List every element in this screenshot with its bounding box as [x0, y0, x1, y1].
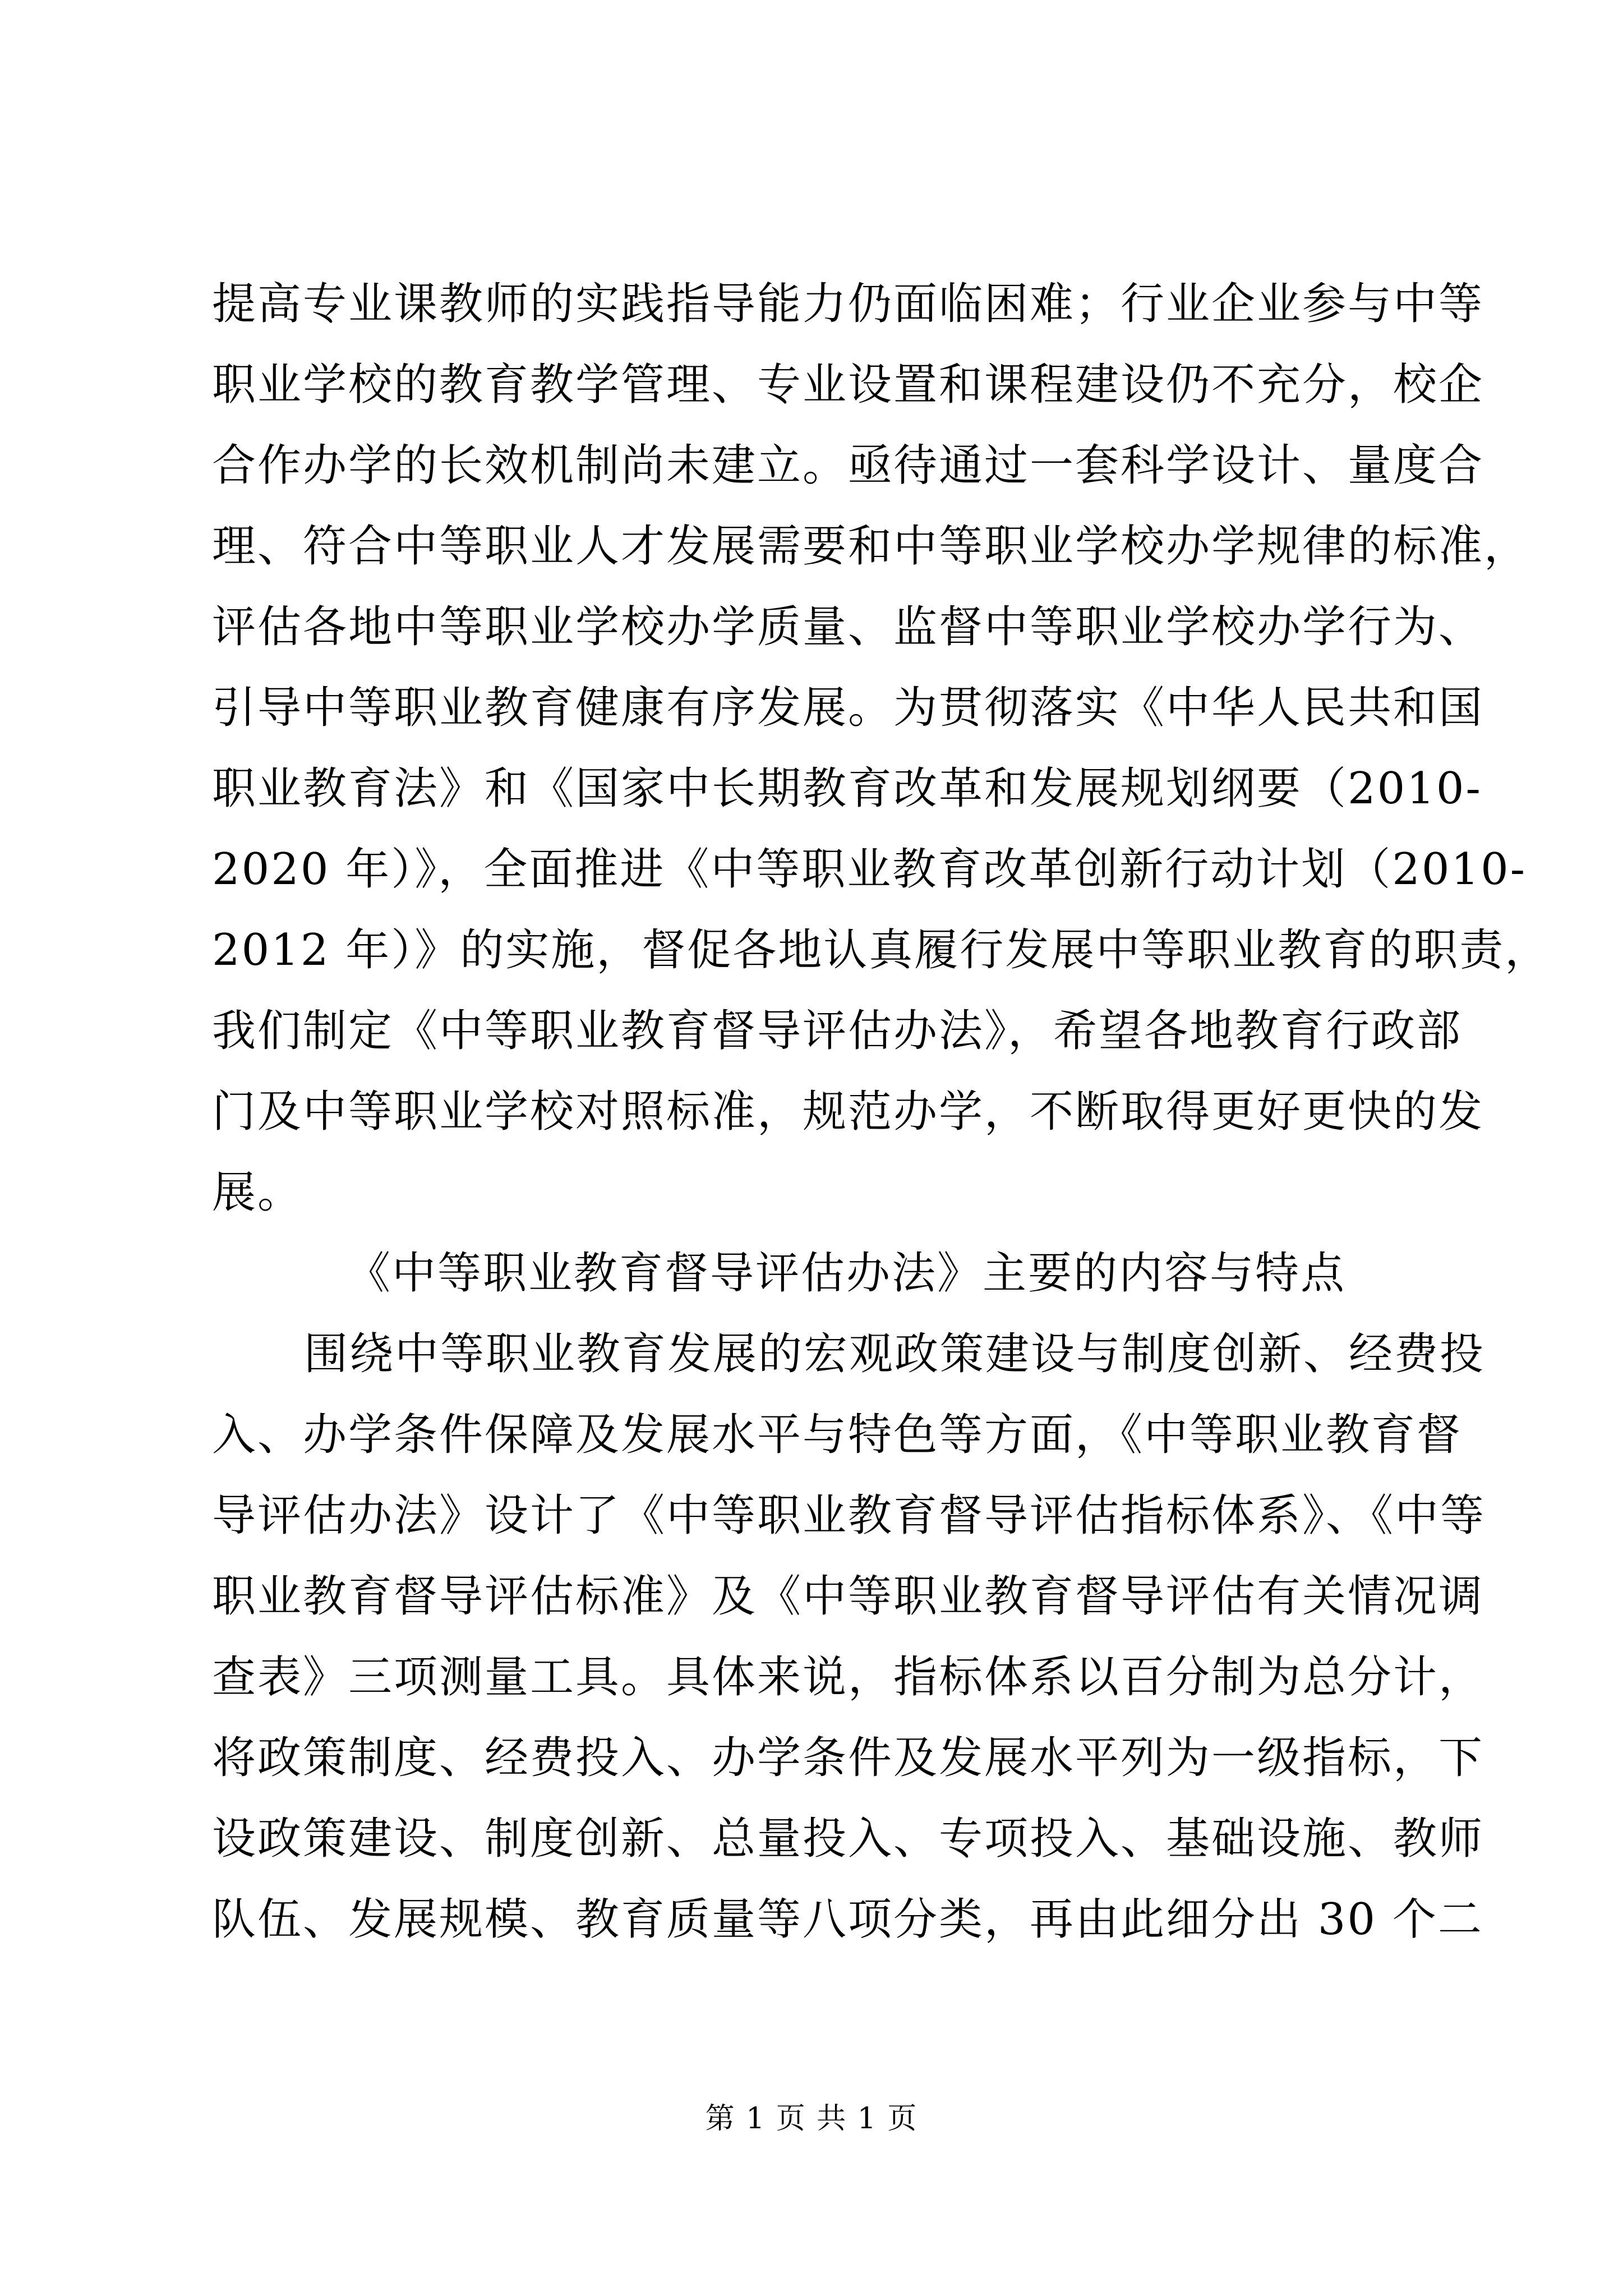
page-footer: 第 1 页 共 1 页 [705, 2102, 918, 2136]
paragraph-line: 设政策建设、制度创新、总量投入、专项投入、基础设施、教师 [212, 1814, 1484, 1864]
section-heading: 《中等职业教育督导评估办法》主要的内容与特点 [347, 1248, 1347, 1299]
paragraph-line: 职业教育督导评估标准》及《中等职业教育督导评估有关情况调 [212, 1571, 1484, 1622]
paragraph-line: 合作办学的长效机制尚未建立。亟待通过一套科学设计、量度合 [212, 440, 1484, 491]
body-text [212, 264, 1551, 1960]
paragraph-line: 我们制定《中等职业教育督导评估办法》，希望各地教育行政部 [212, 1006, 1463, 1056]
paragraph-line: 提高专业课教师的实践指导能力仍面临困难；行业企业参与中等 [212, 279, 1484, 329]
paragraph-line: 查表》三项测量工具。具体来说，指标体系以百分制为总分计， [212, 1652, 1484, 1703]
paragraph-line: 2020 年）》，全面推进《中等职业教育改革创新行动计划（2010- [212, 844, 1527, 895]
paragraph-line: 职业学校的教育教学管理、专业设置和课程建设仍不充分，校企 [212, 360, 1484, 410]
paragraph-line: 队伍、发展规模、教育质量等八项分类，再由此细分出 30 个二 [212, 1894, 1483, 1945]
paragraph-line: 将政策制度、经费投入、办学条件及发展水平列为一级指标，下 [212, 1733, 1484, 1783]
paragraph-line: 评估各地中等职业学校办学质量、监督中等职业学校办学行为、 [212, 602, 1484, 652]
paragraph-line: 理、符合中等职业人才发展需要和中等职业学校办学规律的标准， [212, 521, 1530, 572]
paragraph-line: 入、办学条件保障及发展水平与特色等方面，《中等职业教育督 [212, 1410, 1463, 1460]
paragraph-line: 围绕中等职业教育发展的宏观政策建设与制度创新、经费投 [304, 1329, 1486, 1379]
paragraph-line: 引导中等职业教育健康有序发展。为贯彻落实《中华人民共和国 [212, 683, 1484, 733]
paragraph-line: 职业教育法》和《国家中长期教育改革和发展规划纲要（2010- [212, 763, 1482, 814]
paragraph-line: 门及中等职业学校对照标准，规范办学，不断取得更好更快的发 [212, 1087, 1484, 1137]
paragraph-line: 展。 [212, 1167, 303, 1218]
paragraph-line: 2012 年）》的实施，督促各地认真履行发展中等职业教育的职责， [212, 925, 1551, 976]
paragraph-line: 导评估办法》设计了《中等职业教育督导评估指标体系》、《中等 [212, 1490, 1486, 1541]
